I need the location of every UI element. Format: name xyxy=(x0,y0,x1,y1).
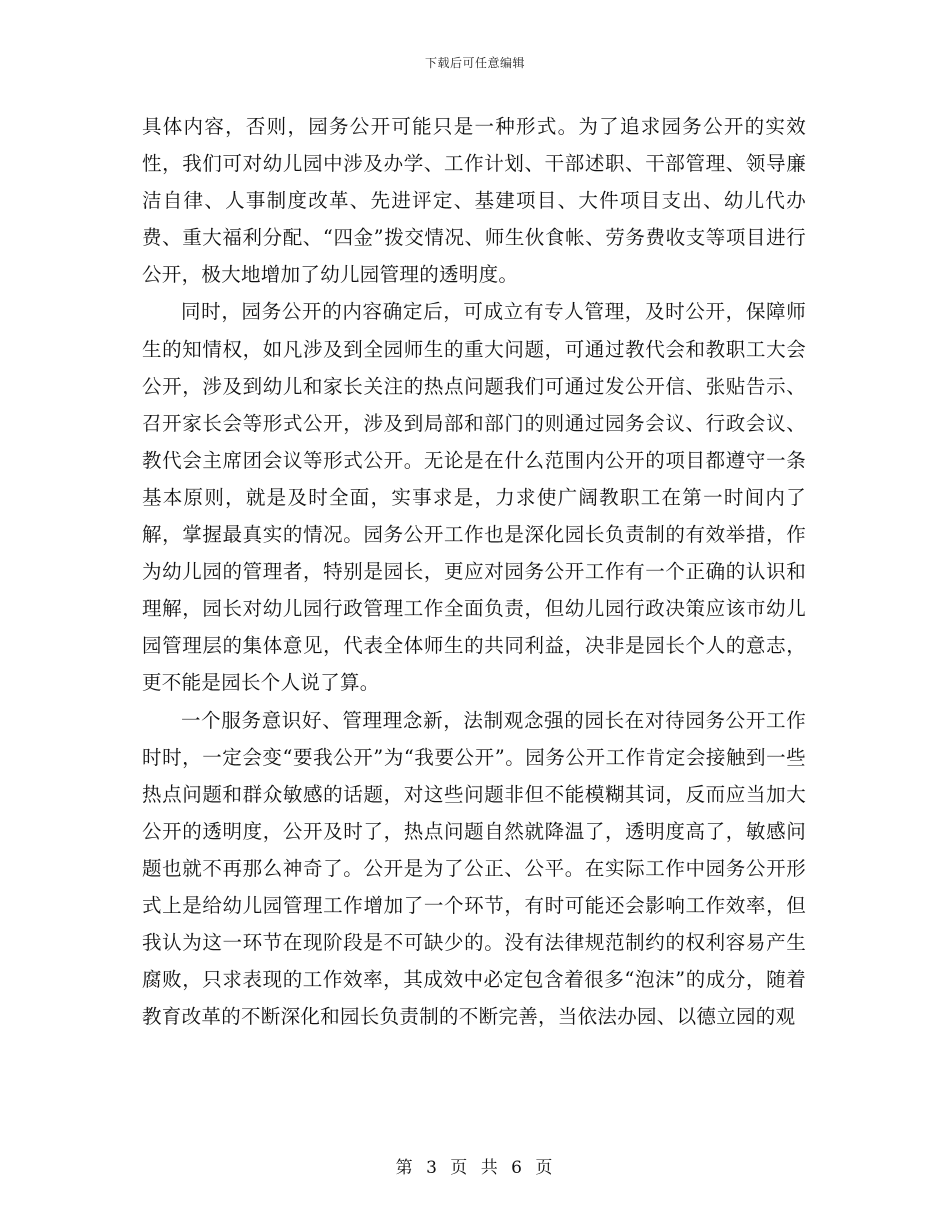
page-number: 第 3 页 共 6 页 xyxy=(395,1158,555,1178)
paragraph-3: 一个服务意识好、管理理念新，法制观念强的园长在对待园务公开工作时时，一定会变“要我公开”为“我要公开”。园务公开工作肯定会接触到一些热点问题和群众敏感的话题，对这些问题非但不能模糊其词，反而应当加大公开的透明度，公开及时了，热点问题自然就降温了，透明度高了，敏感问题也就不再那么神奇了。公开是为了公正、公平。在实际工作中园务公开形式上是给幼儿园管理工作增加了一个环节，有时可能还会影响工作效率，但我认为这一环节在现阶段是不可缺少的。没有法律规范制约的权利容易产生腐败，只求表现的工作效率，其成效中必定包含着很多“泡沫”的成分，随着教育改革的不断深化和园长负责制的不断完善，当依法办园、以德立园的观 xyxy=(142,708,806,1029)
paragraph-1: 具体内容，否则，园务公开可能只是一种形式。为了追求园务公开的实效性，我们可对幼儿园中涉及办学、工作计划、干部述职、干部管理、领导廉洁自律、人事制度改革、先进评定、基建项目、大件项目支出、幼儿代办费、重大福利分配、“四金”拨交情况、师生伙食帐、劳务费收支等项目进行公开，极大地增加了幼儿园管理的透明度。 xyxy=(142,115,806,287)
header-note: 下载后可任意编辑 xyxy=(424,56,525,70)
paragraph-2: 同时，园务公开的内容确定后，可成立有专人管理，及时公开，保障师生的知情权，如凡涉及到全园师生的重大问题，可通过教代会和教职工大会公开，涉及到幼儿和家长关注的热点问题我们可通过发公开信、张贴告示、召开家长会等形式公开，涉及到局部和部门的则通过园务会议、行政会议、教代会主席团会议等形式公开。无论是在什么范围内公开的项目都遵守一条基本原则，就是及时全面，实事求是，力求使广阔教职工在第一时间内了解，掌握最真实的情况。园务公开工作也是深化园长负责制的有效举措，作为幼儿园的管理者，特别是园长，更应对园务公开工作有一个正确的认识和理解，园长对幼儿园行政管理工作全面负责，但幼儿园行政决策应该市幼儿园管理层的集体意见，代表全体师生的共同利益，决非是园长个人的意志，更不能是园长个人说了算。 xyxy=(142,300,806,695)
document-body xyxy=(142,108,806,1035)
